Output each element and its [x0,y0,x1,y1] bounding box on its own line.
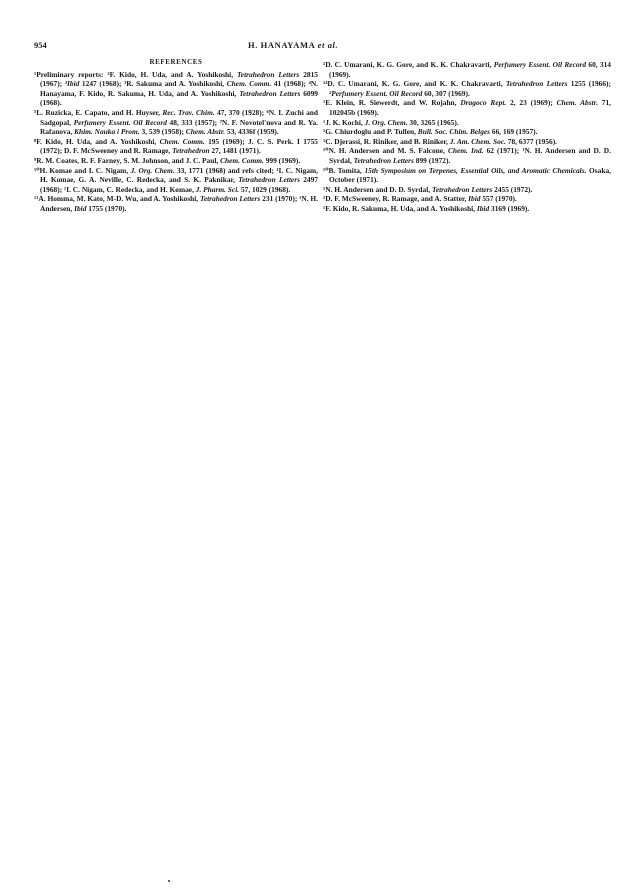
reference-entry [323,60,611,79]
citation-source: Khim. Nauka i Prom. [74,127,140,137]
reference-text: ⁵L. Ruzicka, E. Capato, and H. Huyser, [34,107,163,117]
reference-text: 1247 (1968); ³R. Sakuma and A. Yoshikoshi, [79,79,227,89]
reference-text: ¹J. K. Kochi, [323,117,365,127]
citation-source: Chem. Ind. [447,146,484,156]
citation-source: Ibid [476,203,490,213]
citation-source: Bull. Soc. Chim. Belges [417,127,491,137]
reference-text: ¹¹A. Homma, M. Kato, M-D. Wu, and A. Yoshikoshi, [34,194,200,204]
reference-text: ¹E. Klein, R. Siewerdt, and W. Rojahn, [323,98,461,108]
reference-entry [323,98,611,117]
citation-source: ³Ibid [64,79,80,89]
reference-text: 2455 (1972). [492,184,533,194]
citation-source: Tetrahedron Letters [353,155,414,165]
reference-text: 60, 307 (1969). [422,88,470,98]
citation-source: Perfumery Essent. Oil Record [73,117,167,127]
reference-text: ¹⁰N. H. Andersen and M. S. Falcone, [323,146,448,156]
reference-entry [323,146,611,165]
reference-text: ¹F. Kido, R. Sakuma, H. Uda, and A. Yoshikoshi, [323,203,477,213]
reference-text: 3169 (1969). [489,203,530,213]
reference-text: 33, 1771 (1968) and refs cited; ¹I. C. Nigam, H. Komae, G. A. Neville, C. Redecka, and S. K. Paknikar, [40,165,318,185]
reference-text: 2, 23 (1969); [506,98,557,108]
reference-text: 66, 169 (1957). [490,127,538,137]
page-header [34,40,590,54]
citation-source: 15th Symposium on Terpenes, Essential Oils, and Aromatic Chemicals. [364,165,587,175]
reference-text: 999 (1969). [263,155,301,165]
citation-source: Tetrahedron Letters [239,88,301,98]
reference-entry [34,108,318,137]
citation-source: Chem. Abstr. [185,127,226,137]
citation-source: Tetrahedron Letters [236,69,300,79]
citation-source: Tetrahedron Letters [432,184,493,194]
reference-entry [34,137,318,156]
reference-text: 231 (1970); ¹N. H. Andersen, [40,194,318,213]
running-head [248,40,338,50]
citation-source: Tetrahedron Letters [200,194,261,204]
reference-text: 78, 6377 (1956). [505,136,558,146]
reference-text: 57, 1029 (1968). [239,184,291,194]
citation-source: Ibid [74,203,87,213]
reference-text: ¹Preliminary reports: ²F. Kido, H. Uda, and A. Yoshikoshi, [34,69,237,79]
reference-entry [323,137,611,147]
reference-entry [323,194,611,204]
reference-text: 557 (1970). [480,194,517,204]
reference-entry [323,185,611,195]
citation-source: J. Org. Chem. [364,117,408,127]
reference-list-right [323,60,611,214]
reference-text: Osaka, October (1971). [329,165,611,185]
reference-text: 71, 102045b (1969). [329,98,611,117]
citation-source: Rec. Trav. Chim. [162,107,215,117]
citation-source: Chem. Comm. [226,79,272,89]
citation-source: Chem. Comm. [220,155,264,165]
reference-text: 6099 (1968). [40,88,318,108]
references-heading: REFERENCES [149,58,203,66]
citation-source: Dragoco Rept. [460,98,507,108]
reference-text: 62 (1971); ¹N. H. Andersen and D. D. Syrdal, [329,146,611,165]
reference-text: 30, 3265 (1965). [407,117,459,127]
reference-text: ⁸F. Kido, H. Uda, and A. Yoshikoshi, [34,136,160,146]
reference-text: 60, 314 (1969). [329,60,611,79]
reference-entry [34,194,318,213]
reference-text: 2497 (1968); ¹I. C. Nigam, C. Redecka, and H. Komae, [40,175,318,194]
reference-entry [34,156,318,166]
references-right-column [323,60,611,214]
reference-text: 41 (1968); ⁴N. Hanayama, F. Kido, R. Sakuma, H. Uda, and A. Yoshikoshi, [40,79,319,98]
references-left-column [34,58,318,214]
citation-source: Tetrahedron Letters [505,79,568,89]
reference-text: 27, 1481 (1971). [209,146,261,156]
running-head-etal: et al. [317,40,339,50]
citation-source: J. Org. Chem. [130,165,175,175]
reference-text: 47, 370 (1928); ⁶N. I. Zuchi and Sadgopal, [40,107,318,127]
page-number: 954 [34,40,47,50]
running-head-authors: H. HANAYAMA [248,40,315,50]
reference-text: ¹⁴D. C. Umarani, K. G. Gore, and K. K. Chakravarti, [323,79,506,89]
reference-text: 3, 539 (1958); [139,127,186,137]
reference-text: ⁹R. M. Coates, R. F. Farney, S. M. Johnson, and J. C. Paul, [34,155,221,165]
reference-text: ¹D. F. McSweeney, R. Ramage, and A. Statter, [323,194,469,204]
citation-source: Ibid [468,194,481,204]
reference-text: ¹N. H. Andersen and D. D. Syrdal, [323,184,432,194]
reference-list-left [34,70,318,214]
reference-text: 2815 (1967); [40,69,318,89]
reference-text: 1255 (1966); [567,79,611,89]
reference-text: ¹G. Chiurdoglu and P. Tullen, [323,127,418,137]
citation-source: Perfumery Essent. Oil Record [493,60,587,69]
citation-source: Chem. Abstr. [556,98,598,108]
reference-entry [323,79,611,98]
reference-text: 53, 4336f (1959). [225,127,279,137]
reference-text: 1755 (1970). [86,203,127,213]
reference-entry [34,70,318,108]
citation-source: Chem. Comm. [159,136,205,146]
reference-entry [323,118,611,128]
reference-text: 195 (1969); J. C. S. Perk. I 1755 (1972); D. F. McSweeney and R. Ramage, [40,136,318,156]
reference-entry [323,166,611,185]
reference-text: 48, 333 (1957); ⁷N. F. Novotel'nova and R. Ya. Rafanova, [40,117,318,137]
reference-text: 899 (1972). [413,155,451,165]
page-speck [168,880,170,882]
citation-source: J. Am. Chem. Soc. [449,136,506,146]
citation-source: J. Pharm. Sci. [195,184,240,194]
reference-entry [34,166,318,195]
reference-entry [323,204,611,214]
reference-entry [323,127,611,137]
citation-source: Tetrahedron Letters [238,175,300,185]
reference-text: ¹⁰H. Komae and I. C. Nigam, [34,165,131,175]
reference-text: ¹C. Djerassi, R. Riniker, and B. Riniker, [323,136,450,146]
citation-source: ²Perfumery Essent. Oil Record [329,88,423,98]
reference-text: ¹D. C. Umarani, K. G. Gore, and K. K. Chakravarti, [323,60,494,69]
reference-text: ¹⁰B. Tomita, [323,165,365,175]
citation-source: Tetrahedron [172,146,210,156]
